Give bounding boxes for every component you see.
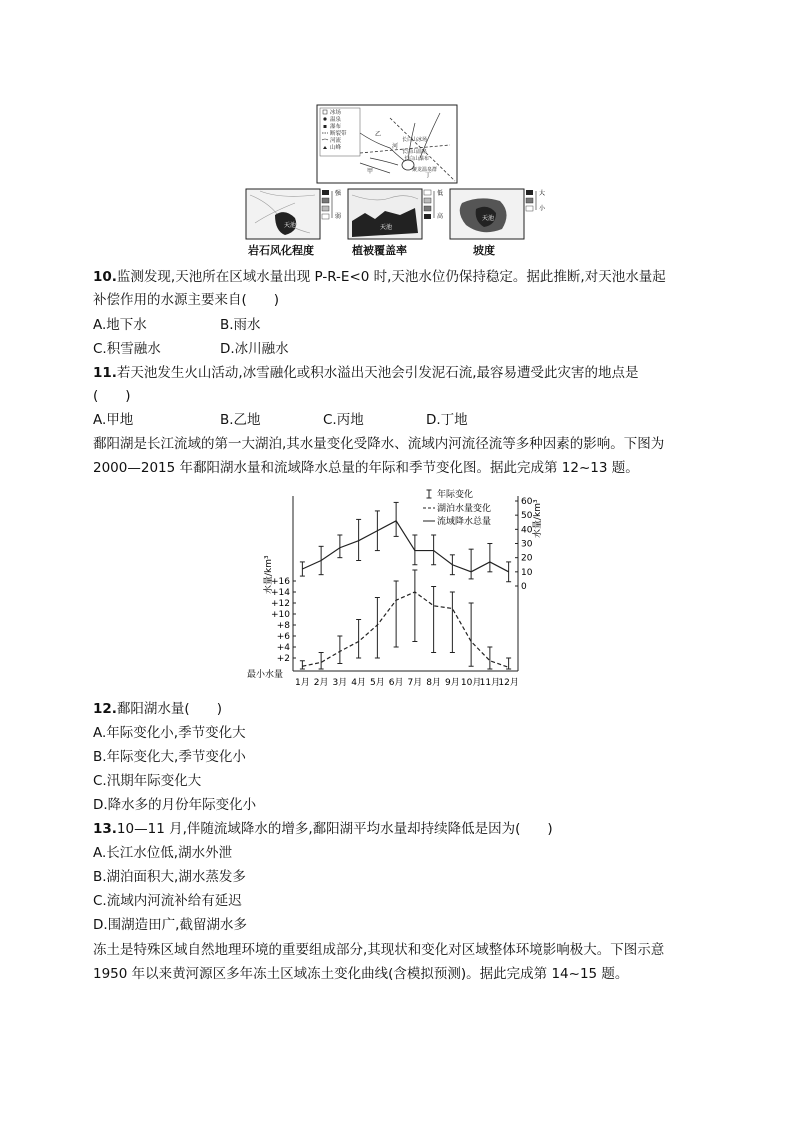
left-tick-label: +14: [271, 588, 290, 598]
x-tick-label: 11月: [479, 678, 501, 688]
x-tick-label: 7月: [407, 678, 423, 688]
q13-option-a[interactable]: A.长江水位低,湖水外泄: [93, 845, 233, 861]
label-he: 河: [392, 143, 399, 150]
label-yi: 乙: [375, 131, 382, 138]
left-tick-label: +8: [276, 621, 290, 631]
changbai-map-svg: [240, 103, 555, 263]
legend-precip: 流域降水总量: [437, 517, 492, 527]
x-tick-label: 1月: [295, 678, 310, 688]
q10-option-b[interactable]: B.雨水: [220, 317, 261, 333]
right-axis-title: 水量/km³: [533, 499, 543, 538]
q11-option-d[interactable]: D.丁地: [426, 412, 468, 428]
q12-option-d[interactable]: D.降水多的月份年际变化小: [93, 797, 257, 813]
legend-annual: 年际变化: [437, 490, 474, 500]
legend-lake: 湖泊水量变化: [437, 504, 492, 514]
lake-label-2: 天池: [380, 224, 393, 231]
x-tick-label: 2月: [313, 678, 329, 688]
lake-label-1: 天池: [284, 222, 297, 229]
x-tick-label: 8月: [426, 678, 441, 688]
legend2-high: 高: [437, 213, 444, 220]
right-tick-label: 40: [521, 525, 533, 536]
map-figure: [240, 103, 555, 263]
label-spring: 长白山温泉: [402, 149, 428, 155]
q11-text2: ( ): [93, 388, 131, 404]
q12-option-a[interactable]: A.年际变化小,季节变化大: [93, 725, 246, 741]
left-tick-label: +10: [271, 610, 290, 620]
right-tick-label: 10: [521, 567, 533, 578]
min-water-label: 最小水量: [247, 670, 284, 680]
right-tick-label: 60: [521, 497, 533, 507]
chart-legend: [423, 488, 491, 527]
lake-volume-line: [302, 592, 508, 667]
x-tick-label: 3月: [332, 678, 348, 688]
q10-option-c[interactable]: C.积雪融水: [93, 341, 161, 357]
intro2-line2: 2000—2015 年鄱阳湖水量和流域降水总量的年际和季节变化图。据此完成第 12~13 题。: [93, 460, 639, 476]
label-peak: 长白山冰场: [402, 137, 428, 143]
q13-option-d[interactable]: D.围湖造田广,截留湖水多: [93, 917, 247, 933]
submap-slope: [450, 189, 546, 239]
caption-slope: 坡度: [473, 244, 495, 257]
precip-total-line: [302, 521, 508, 572]
right-tick-label: 0: [521, 582, 527, 592]
legend-spring: 温泉: [330, 117, 342, 123]
q11-option-b[interactable]: B.乙地: [220, 412, 261, 428]
q12-option-b[interactable]: B.年际变化大,季节变化小: [93, 749, 246, 765]
legend-peak: 山峰: [330, 145, 342, 151]
q12-text: 鄱阳湖水量( ): [116, 701, 222, 717]
intro3-line2: 1950 年以来黄河源区多年冻土区域冻土变化曲线(含模拟预测)。据此完成第 14~15 题。: [93, 966, 629, 982]
legend1-strong: 强: [335, 190, 342, 197]
label-ding: 丁: [425, 172, 432, 179]
label-group: 聚龙温泉群: [412, 167, 438, 173]
q10-stem-line1: [93, 268, 666, 286]
q13-option-c[interactable]: C.流域内河流补给有延迟: [93, 893, 242, 909]
label-fall: 长白山瀑布: [404, 156, 430, 162]
q13-text: 10—11 月,伴随流域降水的增多,鄱阳湖平均水量却持续降低是因为( ): [116, 821, 553, 837]
poyang-chart-svg: [245, 486, 545, 698]
q10-text2: 补偿作用的水源主要来自( ): [93, 292, 280, 308]
legend3-big: 大: [539, 190, 546, 197]
legend2-low: 低: [437, 190, 444, 197]
q10-option-d[interactable]: D.冰川融水: [220, 341, 289, 357]
q13-number: 13.: [93, 821, 117, 837]
intro2-line1: 鄱阳湖是长江流域的第一大湖泊,其水量变化受降水、流域内河流径流等多种因素的影响。下图为: [93, 436, 665, 452]
q11-option-c[interactable]: C.丙地: [323, 412, 364, 428]
left-tick-label: +16: [271, 577, 290, 587]
legend-river: 河流: [330, 138, 342, 144]
x-tick-label: 12月: [498, 678, 519, 688]
lake-label-3: 天池: [482, 215, 495, 222]
x-tick-label: 4月: [351, 678, 366, 688]
x-tick-label: 6月: [388, 678, 404, 688]
submap-weathering: [246, 189, 342, 239]
q13-stem: [93, 820, 553, 838]
caption-vegetation: 植被覆盖率: [352, 244, 407, 257]
left-tick-label: +12: [271, 599, 290, 609]
q10-option-a[interactable]: A.地下水: [93, 317, 147, 333]
x-tick-label: 5月: [370, 678, 385, 688]
legend-fault: 断裂带: [330, 131, 347, 137]
x-tick-label: 9月: [445, 678, 460, 688]
q11-option-a[interactable]: A.甲地: [93, 412, 134, 428]
legend-fall: 瀑布: [330, 124, 342, 130]
left-tick-label: +4: [276, 643, 290, 653]
q10-number: 10.: [93, 269, 117, 285]
intro3-line1: 冻土是特殊区域自然地理环境的重要组成部分,其现状和变化对区域整体环境影响极大。下图示意: [93, 942, 665, 958]
submap-vegetation: [348, 189, 443, 239]
label-jia: 甲: [367, 168, 374, 175]
q13-option-b[interactable]: B.湖泊面积大,湖水蒸发多: [93, 869, 246, 885]
q12-number: 12.: [93, 701, 117, 717]
q12-stem: [93, 700, 222, 718]
left-tick-label: +6: [276, 632, 290, 642]
q12-option-c[interactable]: C.汛期年际变化大: [93, 773, 202, 789]
q10-text1: 监测发现,天池所在区域水量出现 P-R-E<0 时,天池水位仍保持稳定。据此推断,对天池水量起: [116, 269, 666, 285]
right-tick-label: 20: [521, 553, 533, 564]
legend-ice: 冰场: [330, 110, 342, 116]
legend3-small: 小: [539, 205, 546, 212]
q11-number: 11.: [93, 365, 117, 381]
poyang-chart: [245, 486, 545, 698]
left-axis-title: 水量/km³: [264, 555, 274, 594]
legend1-weak: 弱: [335, 213, 342, 220]
right-tick-label: 50: [521, 511, 533, 522]
q11-text1: 若天池发生火山活动,冰雪融化或积水溢出天池会引发泥石流,最容易遭受此灾害的地点是: [116, 365, 639, 381]
caption-weathering: 岩石风化程度: [248, 244, 314, 257]
q11-stem-line1: [93, 364, 639, 382]
right-tick-label: 30: [521, 539, 533, 550]
x-tick-label: 10月: [460, 678, 482, 688]
left-tick-label: +2: [276, 654, 290, 664]
